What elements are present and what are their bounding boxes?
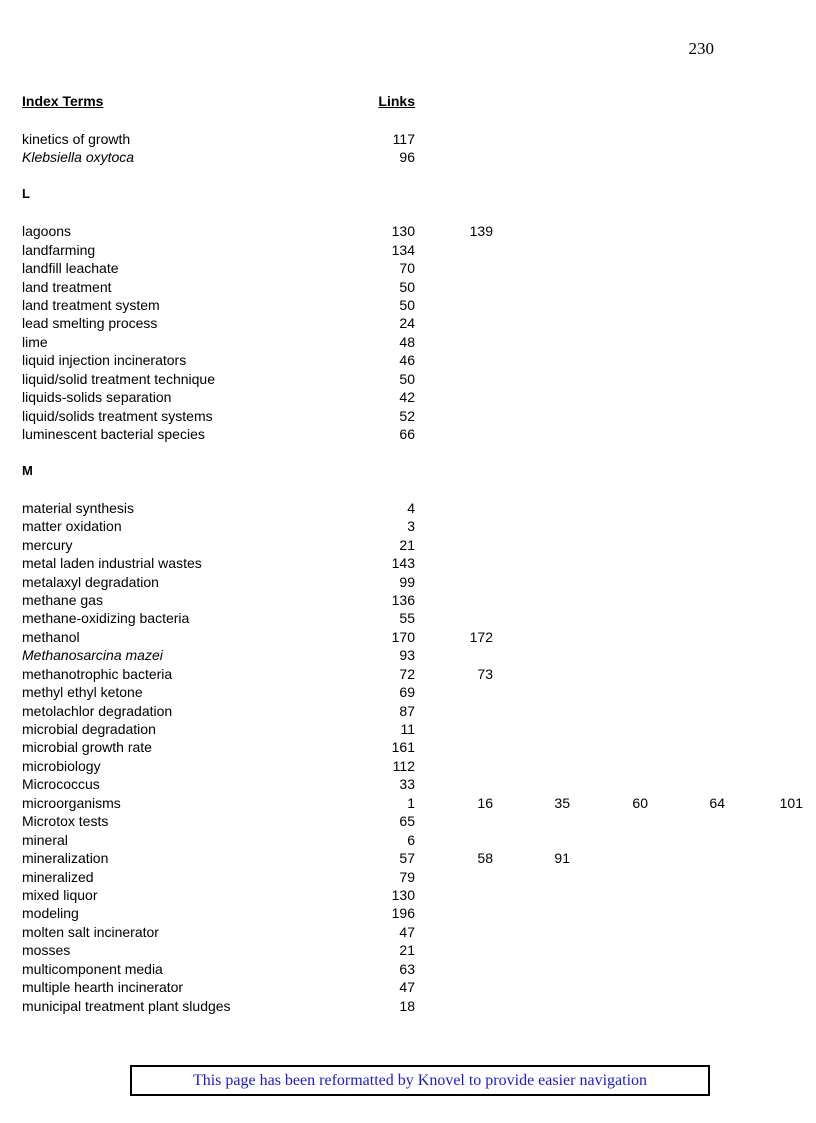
page-link[interactable]: 101 bbox=[779, 794, 803, 811]
index-term: methane gas bbox=[22, 591, 103, 608]
index-entry-row bbox=[0, 591, 816, 609]
page-link[interactable]: 21 bbox=[399, 536, 415, 553]
index-term: kinetics of growth bbox=[22, 131, 131, 147]
page-link[interactable]: 72 bbox=[399, 665, 415, 682]
index-term: mineralization bbox=[22, 850, 109, 867]
page-link[interactable]: 16 bbox=[477, 794, 493, 811]
page-link[interactable]: 46 bbox=[399, 352, 415, 369]
page-link[interactable]: 4 bbox=[407, 499, 415, 516]
index-entry-row bbox=[0, 849, 816, 867]
index-entry-row bbox=[0, 757, 816, 775]
page-link[interactable]: 136 bbox=[391, 591, 415, 608]
index-entry-row bbox=[0, 130, 816, 148]
index-term: multiple hearth incinerator bbox=[22, 979, 184, 996]
index-entries bbox=[0, 130, 816, 1015]
index-entry-row bbox=[0, 333, 816, 351]
index-term: liquid injection incinerators bbox=[22, 352, 187, 369]
page-link[interactable]: 1 bbox=[407, 794, 415, 811]
index-entry-row bbox=[0, 573, 816, 591]
index-entry-row bbox=[0, 388, 816, 406]
page-link[interactable]: 35 bbox=[554, 794, 570, 811]
page-link[interactable]: 33 bbox=[399, 776, 415, 793]
index-term: material synthesis bbox=[22, 499, 135, 516]
index-entry-row bbox=[0, 517, 816, 535]
index-entry-row bbox=[0, 812, 816, 830]
index-terms-heading: Index Terms bbox=[22, 93, 104, 109]
page-link[interactable]: 6 bbox=[407, 831, 415, 848]
index-entry-row bbox=[0, 222, 816, 240]
index-term: Microtox tests bbox=[22, 813, 109, 830]
index-entry-row bbox=[0, 904, 816, 922]
index-entry-row bbox=[0, 296, 816, 314]
index-entry-row bbox=[0, 886, 816, 904]
index-term: molten salt incinerator bbox=[22, 923, 159, 940]
index-entry-row bbox=[0, 794, 816, 812]
index-entry-row bbox=[0, 407, 816, 425]
index-entry-row bbox=[0, 720, 816, 738]
page-link[interactable]: 11 bbox=[400, 721, 415, 737]
index-term: modeling bbox=[22, 905, 79, 922]
page-link[interactable]: 112 bbox=[392, 757, 415, 774]
page-link[interactable]: 170 bbox=[391, 628, 415, 645]
spacer-row bbox=[0, 167, 816, 185]
page-link[interactable]: 134 bbox=[391, 241, 415, 258]
page-link[interactable]: 196 bbox=[391, 905, 415, 922]
page-link[interactable]: 79 bbox=[399, 868, 415, 885]
page-link[interactable]: 60 bbox=[632, 794, 648, 811]
page-link[interactable]: 172 bbox=[469, 628, 493, 645]
index-entry-row bbox=[0, 499, 816, 517]
page-link[interactable]: 47 bbox=[399, 923, 415, 940]
section-letter-row bbox=[0, 462, 816, 480]
page-link[interactable]: 58 bbox=[477, 850, 493, 867]
index-term: land treatment bbox=[22, 278, 112, 295]
index-term: mercury bbox=[22, 536, 73, 553]
page-link[interactable]: 130 bbox=[391, 886, 415, 903]
index-term: microbial degradation bbox=[22, 721, 156, 737]
index-entry-row bbox=[0, 241, 816, 259]
index-entry-row bbox=[0, 370, 816, 388]
page-link[interactable]: 64 bbox=[709, 794, 725, 811]
index-term: microbiology bbox=[22, 757, 101, 774]
index-term: multicomponent media bbox=[22, 960, 163, 977]
page-link[interactable]: 87 bbox=[399, 702, 415, 719]
index-entry-row bbox=[0, 702, 816, 720]
index-entry-row bbox=[0, 978, 816, 996]
index-term: municipal treatment plant sludges bbox=[22, 997, 231, 1014]
page-link[interactable]: 47 bbox=[399, 979, 415, 996]
index-term: Klebsiella oxytoca bbox=[22, 149, 135, 166]
page-link[interactable]: 52 bbox=[399, 407, 415, 424]
index-term: lagoons bbox=[22, 223, 72, 240]
page-link[interactable]: 73 bbox=[477, 665, 493, 682]
index-entry-row bbox=[0, 868, 816, 886]
index-term: matter oxidation bbox=[22, 518, 122, 535]
index-entry-row bbox=[0, 351, 816, 369]
index-term: microorganisms bbox=[22, 794, 121, 811]
index-entry-row bbox=[0, 278, 816, 296]
index-term: lead smelting process bbox=[22, 315, 158, 332]
index-entry-row bbox=[0, 960, 816, 978]
links-heading: Links bbox=[378, 93, 415, 109]
index-term: Micrococcus bbox=[22, 776, 100, 793]
index-entry-row bbox=[0, 609, 816, 627]
index-entry-row bbox=[0, 683, 816, 701]
page-link[interactable]: 50 bbox=[399, 278, 415, 295]
index-term: liquid/solids treatment systems bbox=[22, 407, 213, 424]
page-link[interactable]: 99 bbox=[399, 573, 415, 590]
index-entry-row bbox=[0, 646, 816, 664]
index-term: methanotrophic bacteria bbox=[22, 665, 173, 682]
page-link[interactable]: 18 bbox=[399, 997, 415, 1014]
index-entry-row bbox=[0, 831, 816, 849]
knovel-banner: This page has been reformatted by Knovel to provide easier navigation bbox=[130, 1065, 710, 1096]
index-entry-row bbox=[0, 665, 816, 683]
index-term: methyl ethyl ketone bbox=[22, 684, 143, 701]
spacer-row bbox=[0, 480, 816, 498]
spacer-row bbox=[0, 204, 816, 222]
index-term: microbial growth rate bbox=[22, 739, 152, 756]
page-link[interactable]: 161 bbox=[391, 739, 415, 756]
index-term: liquids-solids separation bbox=[22, 389, 172, 406]
page-number: 230 bbox=[688, 39, 714, 58]
index-entry-row bbox=[0, 148, 816, 166]
page-link[interactable]: 55 bbox=[399, 610, 415, 627]
index-term: land treatment system bbox=[22, 296, 160, 313]
index-term: landfarming bbox=[22, 241, 96, 258]
page-link[interactable]: 70 bbox=[399, 260, 415, 277]
page-link[interactable]: 93 bbox=[399, 647, 415, 664]
index-entry-row bbox=[0, 923, 816, 941]
index-entry-row bbox=[0, 314, 816, 332]
index-entry-row bbox=[0, 554, 816, 572]
page-link[interactable]: 66 bbox=[399, 426, 415, 442]
index-entry-row bbox=[0, 628, 816, 646]
index-term: landfill leachate bbox=[22, 260, 119, 277]
section-letter: L bbox=[22, 186, 30, 202]
spacer-row bbox=[0, 443, 816, 461]
page-link[interactable]: 50 bbox=[399, 370, 415, 387]
index-term: lime bbox=[22, 333, 48, 350]
index-entry-row bbox=[0, 259, 816, 277]
index-header bbox=[0, 93, 816, 111]
index-term: luminescent bacterial species bbox=[22, 426, 205, 442]
page-link[interactable]: 130 bbox=[391, 223, 415, 240]
section-letter: M bbox=[22, 462, 33, 478]
page-link[interactable]: 65 bbox=[399, 813, 415, 830]
index-entry-row bbox=[0, 425, 816, 443]
page-link[interactable]: 50 bbox=[399, 296, 415, 313]
index-term: Methanosarcina mazei bbox=[22, 647, 163, 664]
index-entry-row bbox=[0, 738, 816, 756]
page-link[interactable]: 3 bbox=[407, 518, 415, 535]
index-entry-row bbox=[0, 997, 816, 1015]
page-link[interactable]: 139 bbox=[469, 223, 493, 240]
index-term: mineralized bbox=[22, 868, 94, 885]
index-term: metolachlor degradation bbox=[22, 702, 173, 719]
index-term: metal laden industrial wastes bbox=[22, 555, 202, 572]
section-letter-row bbox=[0, 185, 816, 203]
page-link[interactable]: 48 bbox=[399, 333, 415, 350]
page-link[interactable]: 69 bbox=[399, 684, 415, 701]
index-term: methane-oxidizing bacteria bbox=[22, 610, 190, 627]
index-term: mosses bbox=[22, 942, 71, 959]
index-entry-row bbox=[0, 536, 816, 554]
page-link[interactable]: 24 bbox=[399, 315, 415, 332]
page-link[interactable]: 42 bbox=[399, 389, 415, 406]
index-term: methanol bbox=[22, 628, 80, 645]
index-term: mineral bbox=[22, 831, 68, 848]
index-term: metalaxyl degradation bbox=[22, 573, 159, 590]
page-link[interactable]: 57 bbox=[399, 850, 415, 867]
page-link[interactable]: 63 bbox=[399, 960, 415, 977]
page-link[interactable]: 21 bbox=[399, 942, 415, 959]
index-entry-row bbox=[0, 775, 816, 793]
page-link[interactable]: 91 bbox=[554, 850, 570, 867]
index-term: liquid/solid treatment technique bbox=[22, 370, 216, 387]
page-link[interactable]: 117 bbox=[392, 131, 415, 147]
index-entry-row bbox=[0, 941, 816, 959]
page-link[interactable]: 96 bbox=[399, 149, 415, 166]
index-term: mixed liquor bbox=[22, 886, 98, 903]
page-link[interactable]: 143 bbox=[391, 555, 415, 572]
